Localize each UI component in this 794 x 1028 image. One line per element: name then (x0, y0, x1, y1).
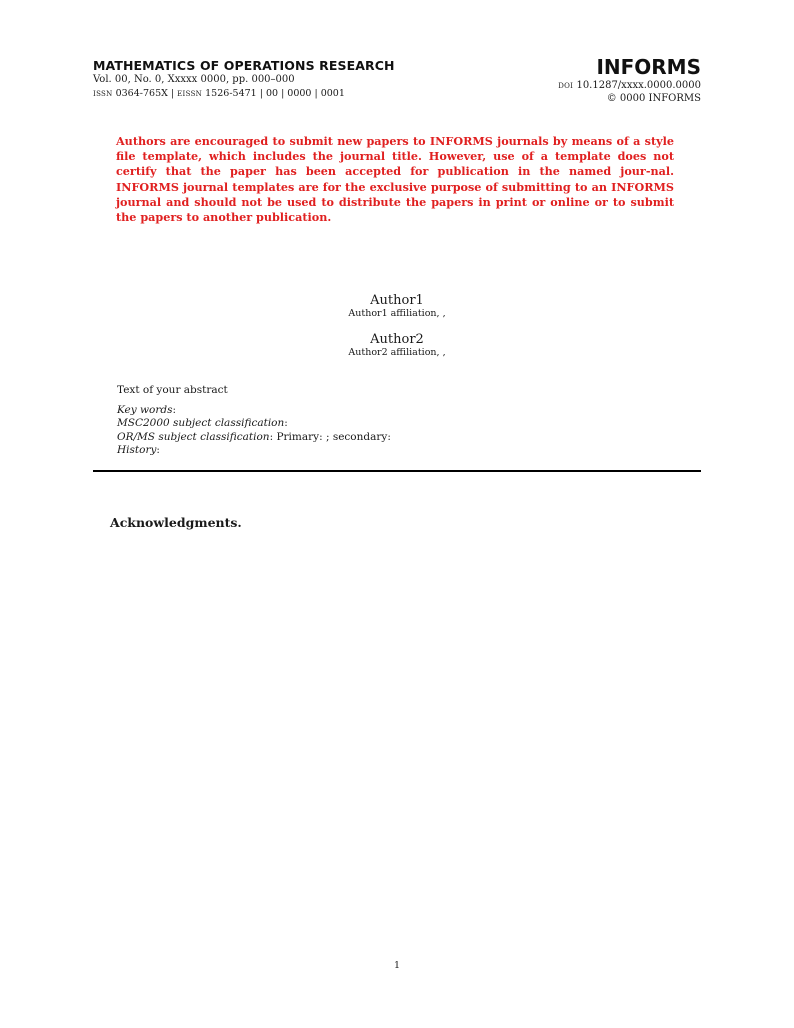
author-block-1 (0, 293, 794, 319)
eissn-value: 1526-5471 (205, 88, 257, 99)
issn-tail: 00 | 0000 | 0001 (265, 88, 345, 99)
issn-value: 0364-765X (115, 88, 168, 99)
author-name: Author1 (370, 293, 424, 308)
publisher-brand: INFORMS (596, 55, 701, 79)
orms-value: Primary: ; secondary: (276, 430, 391, 443)
copyright-icon: © (606, 93, 617, 104)
author-name: Author2 (370, 332, 424, 347)
issn-line: ISSN 0364-765X | EISSN 1526-5471 | 00 | 0000 | 0001 (93, 88, 345, 99)
doi-label: DOI (558, 82, 574, 90)
doi-value: 10.1287/xxxx.0000.0000 (576, 80, 701, 91)
orms-label: OR/MS subject classification (117, 430, 270, 443)
history-line: History: (117, 444, 160, 457)
abstract-text: Text of your abstract (117, 384, 228, 396)
copyright-line (607, 93, 701, 104)
metadata-block (117, 404, 391, 458)
copyright-text: 0000 INFORMS (619, 93, 701, 104)
author-affiliation: Author2 affiliation, , (348, 347, 446, 358)
orms-line: OR/MS subject classification: Primary: ; secondary: (117, 430, 391, 443)
horizontal-rule (93, 470, 701, 472)
history-label: History (117, 444, 157, 457)
author-block-2 (0, 332, 794, 358)
issn-label: ISSN (93, 90, 113, 98)
msc-label: MSC2000 subject classification (117, 417, 285, 430)
key-words-label: Key words (117, 404, 173, 416)
eissn-label: EISSN (177, 90, 203, 98)
msc-line: MSC2000 subject classification: (117, 417, 288, 430)
submission-notice: Authors are encouraged to submit new papers to INFORMS journals by means of a style file template, which includes the journal title. However, use of a template does not certify that the paper has been accepted for publication in the named jour-nal. INFORMS journal templates are for the exclusive purpose of submitting to an INFORMS journal and should not be used to distribute the papers in print or online or to submit the papers to another publication. (116, 134, 674, 225)
acknowledgments-heading: Acknowledgments. (110, 515, 242, 530)
page-number: 1 (393, 960, 401, 971)
key-words-line: Key words: (117, 404, 177, 416)
volume-line: Vol. 00, No. 0, Xxxxx 0000, pp. 000–000 (93, 74, 295, 85)
author-affiliation: Author1 affiliation, , (348, 308, 446, 319)
journal-name: MATHEMATICS OF OPERATIONS RESEARCH (93, 58, 395, 73)
doi-line (558, 80, 701, 91)
